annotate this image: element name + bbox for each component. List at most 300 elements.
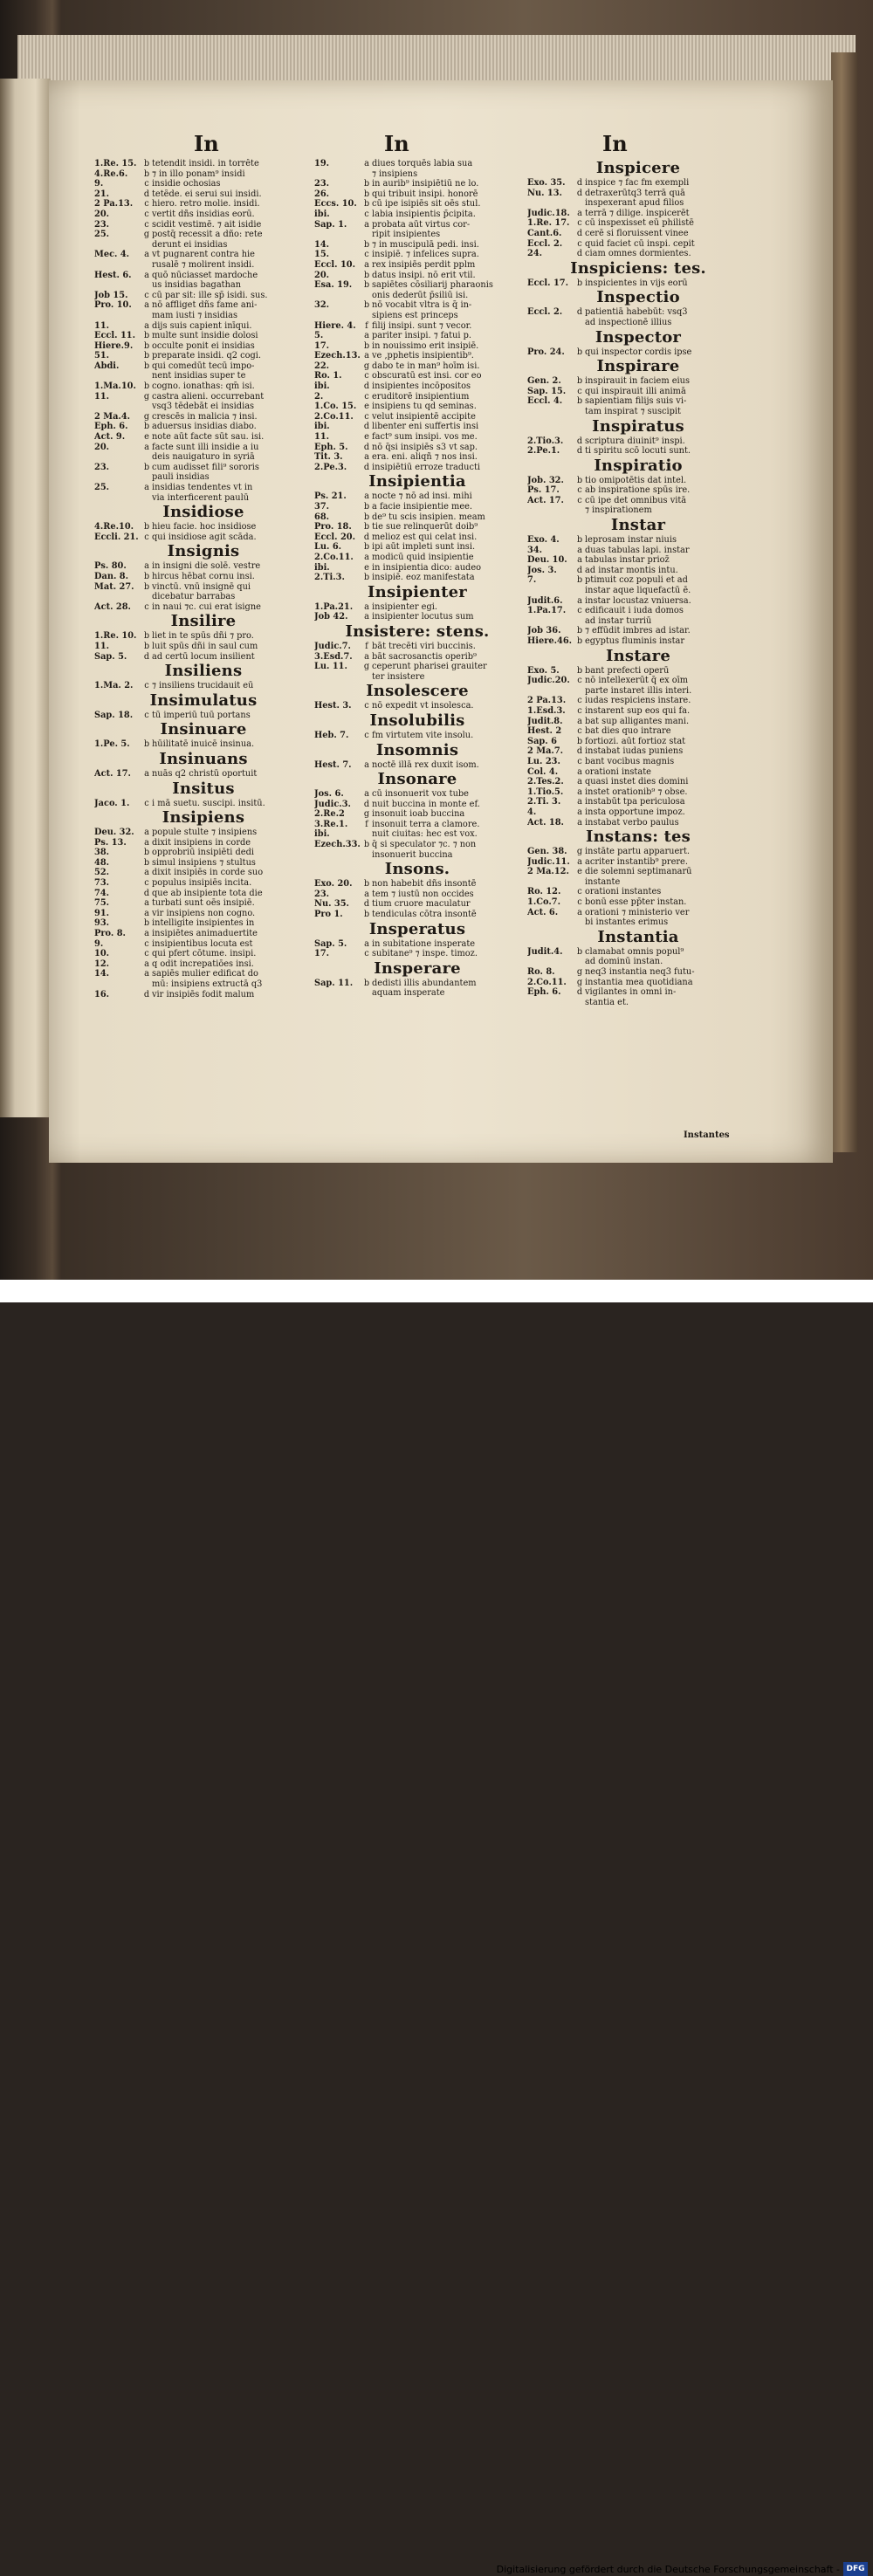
index-entry [94,230,313,240]
entry-section-letter: c [577,218,582,229]
entry-reference: 2.Tes.2. [527,777,564,787]
entry-reference: 1.Re. 10. [94,631,137,642]
entry-section-letter [574,318,585,328]
entry-section-letter: b [576,535,583,546]
entry-text: nuit ciuitas: hec est vox. [372,829,478,840]
entry-text: filij insipi. sunt ⁊ vecor. [372,320,472,331]
index-entry [314,988,520,999]
entry-section-letter: d [363,462,370,472]
entry-reference [94,371,141,381]
entry-reference [94,280,141,291]
index-entry [527,596,749,607]
index-headword: Insipienter [368,582,467,601]
entry-reference [527,877,574,888]
book-page-edges [17,35,856,87]
index-entry [94,300,313,311]
entry-text: clamabat omnis popul⁹ [585,946,684,957]
entry-text: velut insipientē accipite [372,411,476,422]
entry-section-letter: b [576,636,583,646]
entry-section-letter: c [577,726,582,737]
entry-text: dicebatur barrabas [152,592,236,602]
entry-section-letter [574,957,585,967]
entry-text: obscuratū est insi. cor eo [372,371,482,381]
entry-text: cū ipe isipiēs sit oēs stul. [372,199,481,210]
index-entry [314,662,520,672]
entry-section-letter: g [143,391,150,402]
entry-reference: Hiere. 4. [314,320,356,331]
index-entry [527,626,749,636]
entry-section-letter: a [144,320,149,331]
index-entry [527,917,749,928]
entry-section-letter [574,586,585,596]
entry-reference: 1.Pa.17. [527,606,567,616]
entry-text: tetêde. ei serui sui insidi. [152,189,262,199]
entry-section-letter: d [143,189,150,199]
index-entry [94,582,313,593]
entry-text: derunt ei insidias [152,239,228,250]
entry-text: tū imperiū tuū portans [152,710,251,720]
entry-section-letter: b [576,396,583,407]
entry-text: in insipientia dico: audeo [372,562,482,573]
entry-section-letter: a [364,601,369,612]
entry-section-letter [141,402,152,412]
entry-reference: Sap. 11. [314,978,354,988]
entry-text: ad certū locum insilient [152,651,255,662]
entry-text: acriter instantib⁹ prere. [585,856,688,867]
index-entry [314,381,520,392]
entry-section-letter [141,311,152,321]
entry-text: nuit buccina in monte ef. [372,799,480,809]
entry-section-letter: g [143,411,150,422]
entry-section-letter: a [364,651,369,662]
index-entry [527,616,749,627]
index-entry [94,371,313,381]
entry-text: cerē si floruissent vinee [585,228,689,238]
entry-section-letter: d [363,422,370,432]
entry-section-letter: b [363,522,370,532]
entry-section-letter: b [363,978,370,988]
entry-reference: 23. [94,219,110,230]
entry-reference: Lu. 6. [314,542,342,553]
entry-text: insipientibus locuta est [152,938,253,949]
entry-text: iudas respiciens instare. [585,696,691,706]
entry-text: tetendit insidi. in torrête [152,159,259,168]
entry-section-letter: b [143,848,150,858]
entry-reference: Hest. 7. [314,759,352,770]
index-entry [94,990,313,1000]
entry-reference: 17. [314,340,330,351]
entry-reference: Ps. 21. [314,491,347,502]
index-entry [527,218,749,229]
entry-text: liet in te spūs dñi ⁊ pro. [152,631,254,642]
entry-reference: 1.Co.7. [527,897,561,908]
entry-reference: Ezech.33. [314,840,361,850]
index-entry [527,387,749,397]
entry-section-letter [141,260,152,271]
entry-section-letter: c [364,250,369,260]
index-entry [314,731,520,741]
entry-text: q̄ si speculator ⁊c. ⁊ non [372,840,477,850]
entry-text: in naui ⁊c. cui erat isigne [152,601,261,612]
entry-text: insipienter locutus sum [372,612,474,622]
entry-text: diues torquēs labia sua [372,159,473,168]
entry-reference: Exo. 20. [314,879,353,890]
index-headword: Inspectio [596,288,680,307]
entry-reference [527,318,574,328]
entry-section-letter: c [144,938,149,949]
entry-section-letter: b [143,571,150,581]
index-entry [94,271,313,281]
entry-reference: 2 Ma.12. [527,867,569,877]
entry-text: pariter insipi. ⁊ fatui p. [372,331,472,341]
index-entry [94,291,313,301]
entry-text: hūilitatē inuicē insinua. [152,739,255,750]
entry-text: tem ⁊ iustū non occides [372,889,474,899]
entry-text: rusalē ⁊ molirent insidi. [152,259,255,270]
entry-text: quasi instet dies domini [585,777,689,787]
entry-section-letter: a [364,759,369,770]
index-entry [314,553,520,563]
entry-text: dijs suis capient inīqui. [152,320,252,331]
index-entry [94,868,313,878]
index-entry [94,240,313,251]
index-headword: Insinuans [159,749,248,768]
entry-text: datus insipi. nō erit vtil. [372,270,476,280]
entry-reference: Sap. 6 [527,736,557,746]
entry-section-letter: c [577,386,582,396]
index-entry [314,361,520,372]
entry-text: vir insipiēs fodit malum [152,989,255,999]
entry-text: crescēs in malicia ⁊ insi. [152,411,258,422]
index-entry [314,280,520,291]
entry-text: bonū esse pp̄ter instan. [585,897,687,908]
index-entry [527,877,749,888]
entry-text: cū insonuerit vox tube [372,789,469,800]
index-headword: Inspirare [596,357,680,376]
index-entry [314,230,520,240]
entry-reference: 91. [94,908,110,918]
entry-section-letter: d [143,651,150,662]
entry-text: ad dominū instan. [585,957,663,967]
index-entry [94,848,313,858]
entry-reference: Eccl. 17. [527,278,568,288]
entry-reference: 20. [94,209,110,219]
entry-text: vir insipiens non cogno. [152,908,256,918]
entry-text: parte instaret illis interi. [585,685,692,696]
index-entry [314,899,520,910]
index-entry [527,767,749,778]
entry-section-letter: b [143,918,150,929]
entry-reference: Act. 9. [94,432,126,443]
index-entry [527,496,749,506]
entry-section-letter: c [144,601,149,612]
entry-section-letter: a [144,828,149,838]
entry-reference: Job 15. [94,290,128,300]
entry-text: instar aque liquefactū ē. [585,586,691,596]
entry-section-letter: a [144,561,149,572]
entry-section-letter: f [365,641,368,651]
entry-text: insipienter egi. [372,601,437,612]
index-entry [314,300,520,311]
entry-text: insipientes incōpositos [372,381,471,392]
entry-reference: 24. [527,249,543,259]
entry-text: insonuerit buccina [372,849,453,860]
entry-text: us insidias bagathan [152,280,242,291]
entry-text: nō q̄si insipiēs s3 vt sap. [372,442,478,452]
entry-text: noctē illā rex duxit isom. [372,759,479,770]
entry-section-letter: b [576,575,583,586]
index-entry [314,351,520,361]
entry-text: qui pfert cōtume. insipi. [152,949,257,959]
entry-reference: Judic.3. [314,799,351,809]
entry-section-letter: b [143,422,150,432]
entry-section-letter: b [143,631,150,642]
index-entry [527,757,749,767]
entry-text: insta opportune impoz. [585,807,685,817]
entry-section-letter: c [144,532,149,542]
entry-text: orationi instantes [585,887,662,897]
index-entry [314,392,520,402]
entry-reference: Judit.8. [527,716,563,726]
entry-section-letter: g [576,967,583,978]
index-entry [314,800,520,810]
entry-text: ti spiritu scō locuti sunt. [585,446,691,457]
index-entry [94,381,313,392]
index-entry [527,726,749,737]
entry-section-letter: a [364,452,369,463]
entry-section-letter: c [577,676,582,686]
index-entry [314,760,520,771]
entry-text: terrā ⁊ dilige. inspicerēt [585,208,690,218]
entry-section-letter: c [144,199,149,210]
index-entry [314,271,520,281]
entry-reference: Exo. 4. [527,535,560,546]
entry-section-letter: c [144,710,149,720]
entry-section-letter: c [364,411,369,422]
entry-reference: 1.Pa.21. [314,601,354,612]
entry-text: ve ,pphetis insipientib⁹. [372,351,474,361]
entry-text: vigilantes in omni in- [585,987,677,998]
entry-section-letter: a [577,208,582,218]
entry-section-letter: a [144,768,149,779]
index-entry [94,969,313,979]
entry-text: qui comedūt tecū impo- [152,361,255,371]
index-headword: Insidiose [162,503,244,522]
entry-reference: 2.Ti. 3. [527,797,561,807]
entry-reference: Jos. 6. [314,789,344,800]
entry-text: era. eni. aliqñ ⁊ nos insi. [372,452,478,463]
entry-reference: 75. [94,898,110,909]
entry-text: aduersus insidias diabo. [152,422,257,432]
entry-section-letter: c [144,878,149,889]
entry-section-letter: g [143,230,150,240]
index-column-right [527,159,749,1007]
entry-section-letter: d [363,899,370,910]
index-entry [94,602,313,613]
index-entry [314,612,520,622]
entry-reference: Act. 28. [94,601,131,612]
entry-reference: Sap. 15. [527,386,567,396]
index-entry [527,198,749,209]
entry-section-letter: c [577,495,582,505]
index-entry [527,897,749,908]
entry-reference: Eccli. 21. [94,532,139,542]
entry-reference: Ps. 80. [94,561,127,572]
entry-section-letter: c [144,209,149,219]
entry-reference: 1.Esd.3. [527,705,566,716]
index-entry [527,857,749,868]
entry-text: mam iusti ⁊ insidias [152,310,238,320]
index-entry [94,979,313,990]
entry-reference: Act. 18. [527,817,564,828]
index-headword: Insomnis [375,740,459,759]
entry-text: orationi instate [585,766,651,777]
index-entry [94,280,313,291]
entry-text: cū par sit: ille sp̄ isidi. sus. [152,290,268,300]
running-head-right: In [602,131,628,156]
index-entry [527,908,749,918]
running-head-middle: In [384,131,409,156]
index-entry [527,998,749,1008]
entry-section-letter: a [364,938,369,949]
entry-text: vertit dñs insidias eorū. [152,209,255,219]
entry-section-letter: c [144,681,149,691]
index-entry [94,351,313,361]
index-entry [314,443,520,453]
entry-reference: Sap. 5. [94,651,127,662]
entry-reference: Gen. 38. [527,847,567,857]
entry-section-letter: e [364,562,369,573]
entry-reference: 37. [314,502,330,512]
entry-text: bāt trecēti viri buccinis. [372,641,476,651]
entry-text: tie sue relinquerūt doib⁹ [372,522,478,532]
entry-reference [527,407,574,417]
index-headword: Inspiciens: tes. [570,258,706,278]
entry-text: ⁊ in illo ponam⁹ insidi [152,168,245,179]
entry-section-letter: b [143,739,150,750]
entry-section-letter: a [364,612,369,622]
index-entry [314,850,520,861]
index-entry [94,472,313,483]
index-entry [314,402,520,412]
entry-reference: 4.Re.10. [94,522,134,532]
entry-reference: 68. [314,512,330,522]
entry-text: sipiens est princeps [372,310,458,320]
entry-text: detraxerūtq3 terrā quā [585,188,685,198]
entry-reference: Job 42. [314,612,348,622]
entry-text: insidias tendentes vt in [152,483,253,492]
entry-section-letter: a [364,552,369,562]
index-entry [527,887,749,897]
index-entry [527,566,749,576]
entry-text: sapiēs mulier edificat do [152,969,258,979]
entry-text: ab inspiratione spūs ire. [585,485,691,496]
entry-reference: 19. [314,159,330,168]
entry-reference: Pro. 18. [314,522,352,532]
entry-reference: 9. [94,938,104,949]
entry-reference: 2.Co.11. [314,411,354,422]
entry-reference: 3.Esd.7. [314,651,353,662]
entry-section-letter: a [144,483,149,492]
entry-text: nō expedit vt insolesca. [372,701,474,711]
entry-text: hircus hēbat cornu insi. [152,571,255,581]
index-column-left [94,159,313,999]
index-entry [527,476,749,486]
entry-section-letter: a [577,797,582,807]
entry-text: bi instantes erimus [585,917,669,928]
index-entry [94,412,313,422]
index-headword: Insipientia [368,472,466,491]
index-entry [527,178,749,189]
entry-section-letter: e [577,867,582,877]
entry-text: popule stulte ⁊ insipiens [152,828,258,838]
entry-text: dixit insipiens in corde [152,837,251,848]
entry-section-letter: b [576,376,583,387]
index-entry [527,239,749,250]
entry-reference: Hiere.9. [94,340,134,351]
index-entry [527,957,749,967]
entry-reference: ibi. [314,422,330,432]
index-entry [527,717,749,727]
index-entry [527,737,749,747]
entry-section-letter: f [365,320,368,331]
entry-reference: Eph. 5. [314,442,348,452]
index-entry [314,890,520,900]
entry-section-letter: g [363,662,370,672]
entry-reference: Ro. 1. [314,371,342,381]
entry-reference: Lu. 23. [527,756,560,766]
index-entry [94,432,313,443]
entry-section-letter: b [363,512,370,522]
index-entry [94,799,313,809]
entry-section-letter: b [576,946,583,957]
entry-text: luit spūs dñi in saul cum [152,641,258,651]
entry-section-letter: a [144,908,149,918]
entry-text: orationi ⁊ ministerio ver [585,907,690,917]
entry-reference: Judit.4. [527,946,563,957]
entry-text: a facie insipientie mee. [372,502,473,512]
entry-text: i mā suetu. suscipi. insitū. [152,798,265,808]
entry-section-letter: a [144,270,149,280]
entry-section-letter: c [577,756,582,766]
index-entry [314,563,520,574]
index-entry [94,631,313,642]
entry-section-letter: a [364,789,369,800]
index-entry [314,522,520,532]
entry-section-letter [361,829,372,840]
entry-reference: Exo. 35. [527,178,566,188]
entry-text: melioz est qui celat insi. [372,532,478,542]
index-entry [94,532,313,543]
entry-section-letter: b [363,199,370,210]
entry-section-letter: d [576,446,583,457]
entry-reference: 1.Pe. 5. [94,739,130,750]
entry-text: insipiens tu qd̄ seminas. [372,402,477,412]
index-entry [314,502,520,512]
index-entry [94,392,313,402]
entry-section-letter [141,979,152,990]
entry-text: postq̄ recessit a dño: rete [152,230,263,240]
entry-reference: Eccl. 2. [527,238,563,249]
entry-reference: 2 Ma.7. [527,746,564,757]
entry-section-letter: b [143,351,150,361]
index-entry [527,436,749,447]
index-entry [314,512,520,523]
entry-reference [94,240,141,251]
entry-text: tendiculas cōtra insontē [372,910,477,920]
entry-text: rex insipiēs perdit pplm [372,259,476,270]
entry-section-letter: a [144,898,149,909]
